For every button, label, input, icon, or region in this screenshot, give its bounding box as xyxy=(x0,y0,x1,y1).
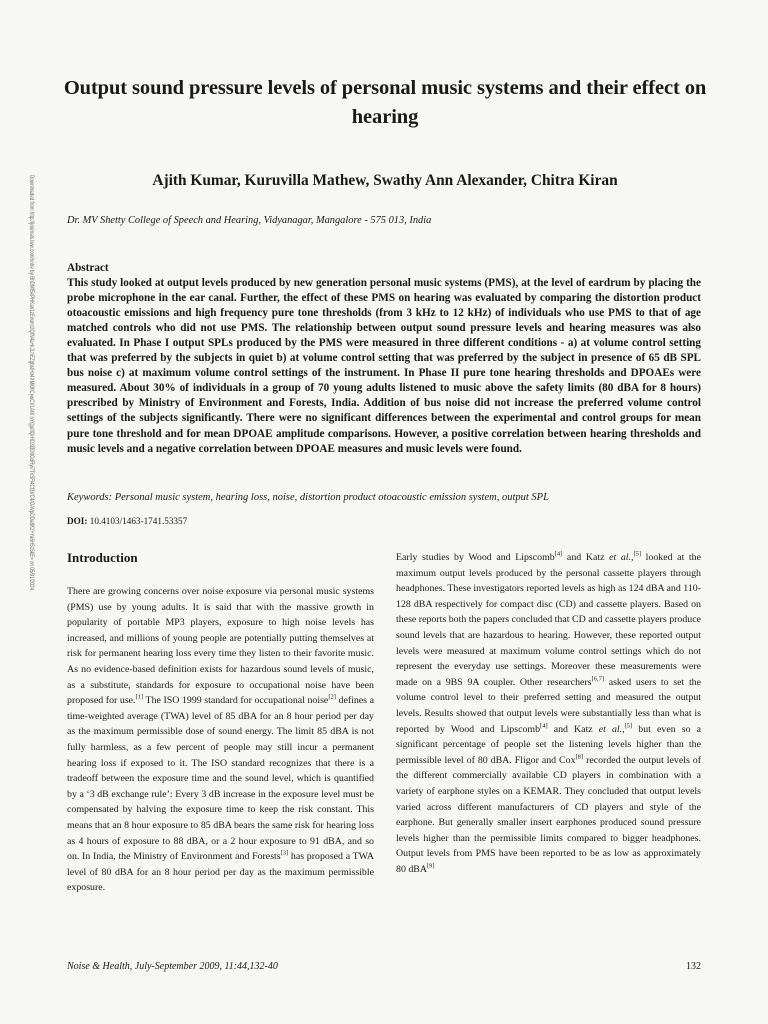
citation-ref[interactable]: [4] xyxy=(540,722,548,730)
citation-ref[interactable]: [6,7] xyxy=(591,675,604,683)
citation-ref[interactable]: [4] xyxy=(554,550,563,558)
citation-ref[interactable]: [1] xyxy=(135,693,144,701)
paragraph: Early studies by Wood and Lipscomb[4] and Katz et al.,[5] looked at the maximum output levels produced by the personal cassette players through headphones. These investigators reported levels as high as 124 dBA and 110-128 dBA respectively for compact disc (CD) and cassette players. Based on these reports both the papers concluded that CD and cassette players produce sound levels that are hazardous to hearing. However, these reported output levels were measured at maximum volume control settings which do not represent the everyday use settings. Moreover these measurements were made on a 9BS 9A coupler. Other researchers[6,7] asked users to set the volume control level to their preferred setting and measured the output levels. Results showed that output levels were substantially less than what is reported by Wood and Lipscomb[4] and Katz et al.,[5] but even so a significant percentage of people set the listening levels higher than the permissible level of 80 dBA. Fligor and Cox[8] recorded the output levels of the different commercially available CD players in combination with a variety of earphone styles on a KEMAR. They concluded that output levels varied across different manufacturers of CD players and style of the earphone. But generally smaller insert earphones produced sound pressure levels higher than the permissible limits compared to bigger headphones. Output levels from PMS have been reported to be as low as approximately 80 dBA[9] xyxy=(396,550,702,875)
doi-line xyxy=(67,516,707,526)
right-column-text xyxy=(396,550,701,877)
citation-ref[interactable]: [5] xyxy=(624,722,633,730)
journal-footer: Noise & Health, July-September 2009, 11:44,132-40 xyxy=(67,961,278,972)
paragraph: There are growing concerns over noise exposure via personal music systems (PMS) use by young adults. It is said that with the massive growth in popularity of portable MP3 players, exposure to high noise levels has increased, and millions of young people are potentially putting themselves at risk for permanent hearing loss every time they listen to their favorite music. As no evidence-based definition exists for hazardous sound levels of music, as a substitute, standards for exposure to occupational noise have been proposed for use.[1] The ISO 1999 standard for occupational noise[2] defines a time-weighted average (TWA) level of 85 dBA for an 8 hour period per day as the maximum permissible dose of sound energy. The limit 85 dBA is not fully harmless, as a few percent of people may still incur a permanent hearing loss if exposed to it. The ISO standard recognizes that there is a tradeoff between the exposure time and the sound level, which is quantified by a ‘3 dB exchange rule’: Every 3 dB increase in the exposure level must be compensated by halving the exposure time to keep the risk constant. This means that an 8 hour exposure to 85 dBA bears the same risk for hearing loss as 4 hours of exposure to 88 dBA, or a 2 hour exposure to 91 dBA, and so on. In India, the Ministry of Environment and Forests[3] has proposed a TWA level of 80 dBA for an 8 hour period per day as the maximum permissible exposure. xyxy=(67,586,374,894)
doi-label: DOI: xyxy=(67,516,88,526)
side-download-stamp xyxy=(4,175,44,595)
left-column-text xyxy=(67,584,374,896)
paper-title: Output sound pressure levels of personal music systems and their effect on hearing xyxy=(63,77,707,128)
author-list: Ajith Kumar, Kuruvilla Mathew, Swathy Ann Alexander, Chitra Kiran xyxy=(152,172,618,189)
keywords: Keywords: Personal music system, hearing loss, noise, distortion product otoacoustic emission system, output SPL xyxy=(67,492,549,503)
citation-ref[interactable]: [5] xyxy=(633,550,642,558)
citation-ref[interactable]: [2] xyxy=(328,693,336,701)
abstract-body: This study looked at output levels produced by new generation personal music systems (PMS), at the level of eardrum by placing the probe microphone in the ear canal. Further, the effect of these PMS on hearing was evaluated by comparing the distortion product otoacoustic emissions and high frequency pure tone thresholds (from 3 kHz to 12 kHz) of individuals who use PMS to that of age matched controls who did not use PMS. The relationship between output sound pressure levels and hearing measures was also evaluated. In Phase I output SPLs produced by the PMS were measured in three different conditions - a) at volume control setting that was preferred by the subjects in quiet b) at volume control setting that was preferred by the subject in presence of 65 dB SPL bus noise c) at maximum volume control settings of the instrument. In Phase II pure tone hearing thresholds and DPOAEs were measured. About 30% of individuals in a group of 70 young adults listened to music above the safety limits (80 dBA for 8 hours) prescribed by Ministry of Environment and Forests, India. Addition of bus noise did not increase the preferred volume control settings of the subjects significantly. There were no significant differences between the experimental and control groups for mean pure tone threshold and for mean DPOAE amplitude comparisons. However, a positive correlation between hearing thresholds and music levels and a negative correlation between DPOAE measures and music levels were found. xyxy=(67,277,701,455)
page-number: 132 xyxy=(686,961,701,972)
citation-ref[interactable]: [9] xyxy=(427,862,435,870)
section-heading-introduction: Introduction xyxy=(67,550,138,565)
affiliation: Dr. MV Shetty College of Speech and Hearing, Vidyanagar, Mangalore - 575 013, India xyxy=(67,215,432,226)
citation-ref[interactable]: [3] xyxy=(280,849,289,857)
doi-value: 10.4103/1463-1741.53357 xyxy=(89,516,188,526)
abstract-heading: Abstract xyxy=(67,262,109,274)
abstract xyxy=(67,261,701,457)
side-stamp-text: Downloaded from http://journals.lww.com/nohe by BhDMf5ePHKav1zEoum1tQfN4a+kJLhEZgbsIHo4XMi0hCywCX1AW nYQp/IlQrHD3i3D0OdRyi7TvSFl4Cf3VC4/OAVpDDa8K2+Ya6H515kE= on 05/01/2024 xyxy=(28,175,35,595)
citation-ref[interactable]: [8] xyxy=(575,753,584,761)
